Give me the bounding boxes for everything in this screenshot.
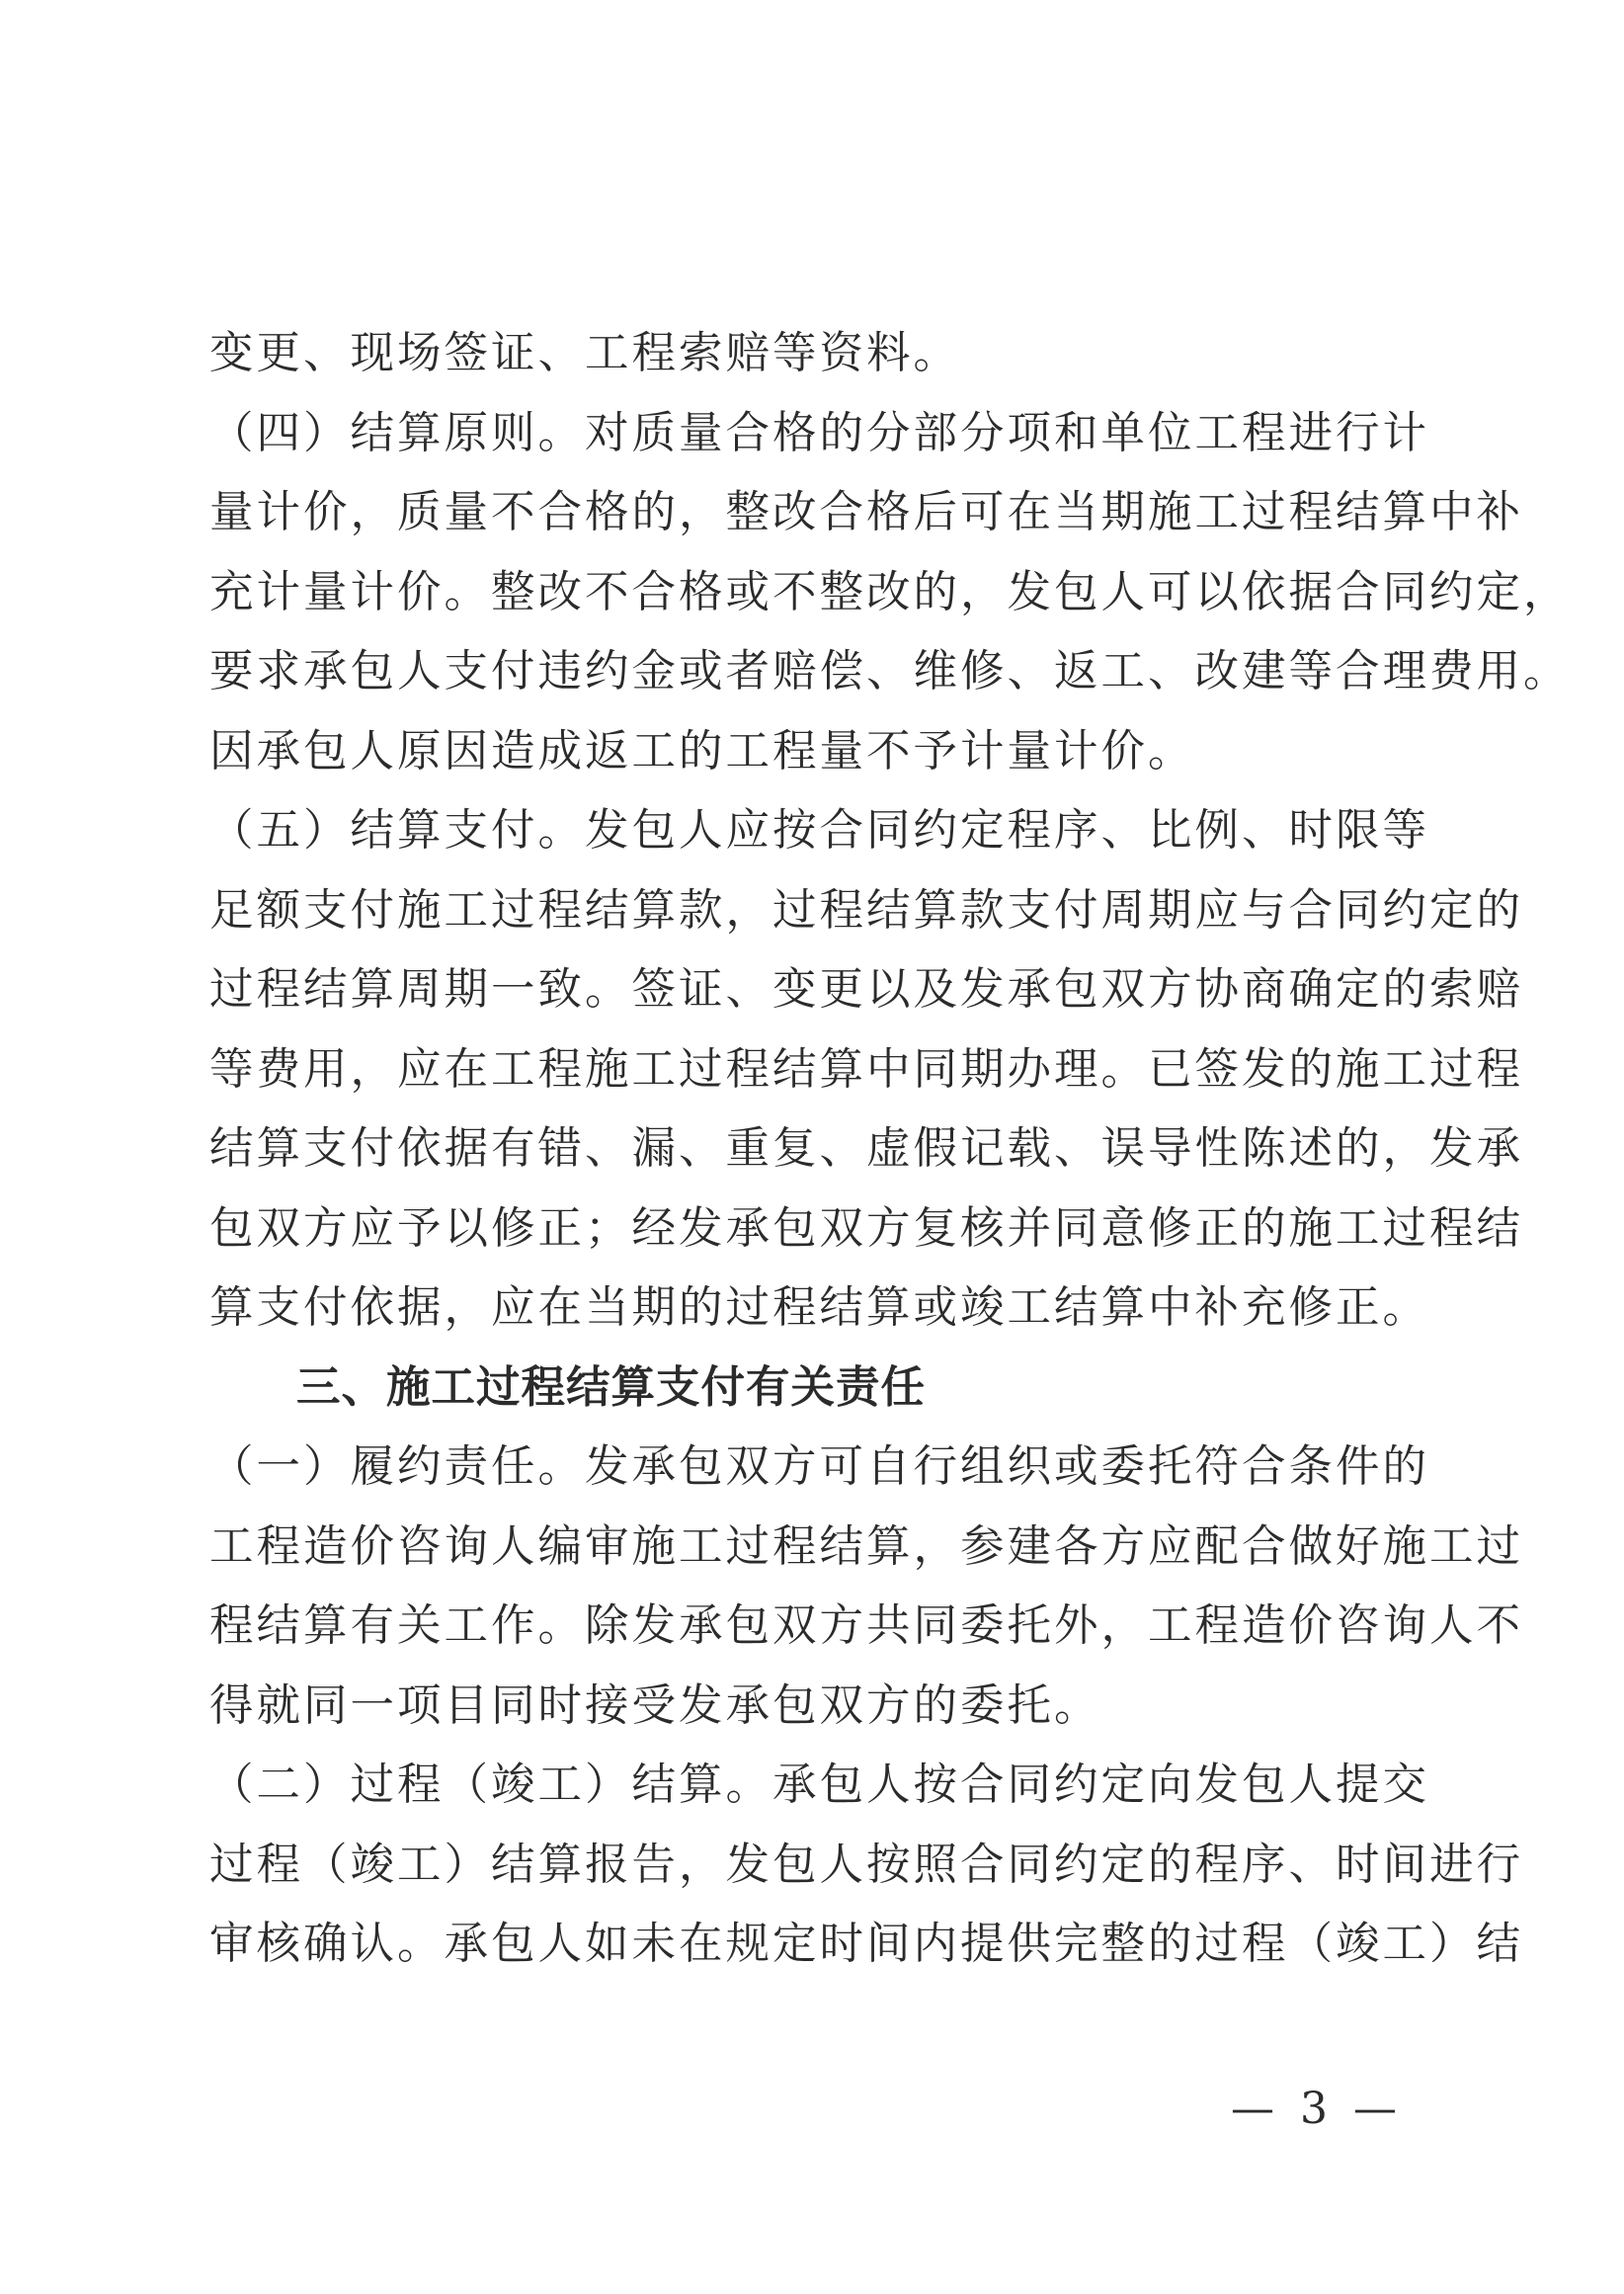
text-line: 过程结算周期一致。签证、变更以及发承包双方协商确定的索赔 (209, 964, 1524, 1015)
text-line: 过程（竣工）结算报告，发包人按照合同约定的程序、时间进行 (209, 1839, 1524, 1890)
text-line: 程结算有关工作。除发承包双方共同委托外，工程造价咨询人不 (209, 1600, 1524, 1651)
text-line: 因承包人原因造成返工的工程量不予计量计价。 (209, 725, 1195, 777)
text-line: 算支付依据，应在当期的过程结算或竣工结算中补充修正。 (209, 1282, 1430, 1333)
text-line: 包双方应予以修正；经发承包双方复核并同意修正的施工过程结 (209, 1202, 1524, 1254)
text-line: 充计量计价。整改不合格或不整改的，发包人可以依据合同约定， (209, 566, 1571, 617)
section-heading: 三、施工过程结算支付有关责任 (296, 1361, 927, 1413)
text-line: 审核确认。承包人如未在规定时间内提供完整的过程（竣工）结 (209, 1919, 1524, 1969)
text-line: （四）结算原则。对质量合格的分部分项和单位工程进行计 (209, 407, 1430, 458)
text-line: （一）履约责任。发承包双方可自行组织或委托符合条件的 (209, 1441, 1430, 1492)
text-line: （二）过程（竣工）结算。承包人按合同约定向发包人提交 (209, 1760, 1430, 1810)
text-line: 足额支付施工过程结算款，过程结算款支付周期应与合同约定的 (209, 884, 1524, 936)
text-line: （五）结算支付。发包人应按合同约定程序、比例、时限等 (209, 805, 1430, 856)
text-line: 等费用，应在工程施工过程结算中同期办理。已签发的施工过程 (209, 1043, 1524, 1095)
text-line: 要求承包人支付违约金或者赔偿、维修、返工、改建等合理费用。 (209, 646, 1571, 696)
text-line: 得就同一项目同时接受发承包双方的委托。 (209, 1680, 1101, 1731)
page-number: — 3 — (1231, 2084, 1403, 2134)
text-line: 量计价，质量不合格的，整改合格后可在当期施工过程结算中补 (209, 487, 1524, 537)
text-line: 变更、现场签证、工程索赔等资料。 (209, 328, 961, 378)
document-body (209, 314, 1571, 1985)
text-line: 结算支付依据有错、漏、重复、虚假记载、误导性陈述的，发承 (209, 1123, 1524, 1174)
text-line: 工程造价咨询人编审施工过程结算，参建各方应配合做好施工过 (209, 1520, 1524, 1572)
